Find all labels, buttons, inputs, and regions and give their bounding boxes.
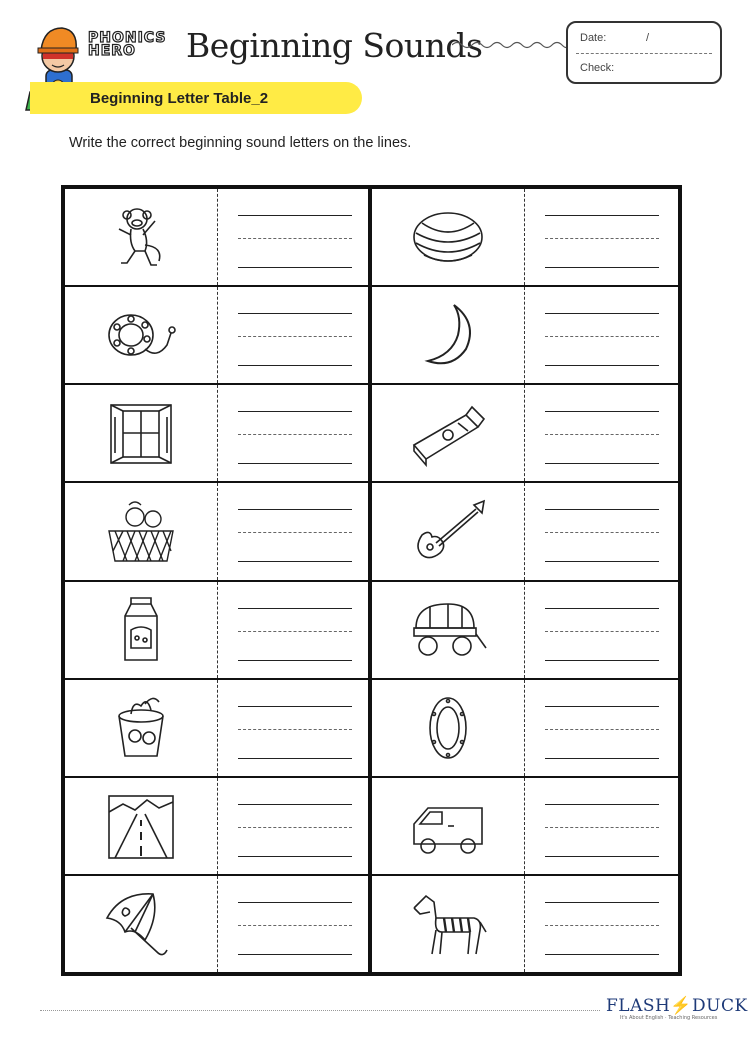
- left-column: [65, 189, 372, 972]
- worksheet-row: [372, 189, 679, 287]
- writing-lines[interactable]: [218, 778, 368, 874]
- guitar-icon: [408, 495, 488, 567]
- worksheet-row: [65, 582, 368, 680]
- milk-icon: [101, 594, 181, 666]
- worksheet-row: [65, 189, 368, 287]
- writing-lines[interactable]: [525, 680, 679, 776]
- net-icon: [101, 495, 181, 567]
- road-icon: [101, 790, 181, 862]
- worksheet-row: [65, 287, 368, 385]
- brand-line-1: PHONICS: [88, 30, 167, 46]
- worksheet-row: [65, 385, 368, 483]
- brand-line-2: HERO: [88, 43, 136, 59]
- writing-lines[interactable]: [218, 483, 368, 579]
- writing-lines[interactable]: [218, 876, 368, 972]
- logo-duck-text: DUCK: [692, 996, 748, 1016]
- check-label: Check:: [580, 62, 615, 74]
- writing-lines[interactable]: [218, 582, 368, 678]
- monkey-icon: [101, 201, 181, 273]
- flash-duck-logo: [606, 996, 748, 1021]
- footer-divider: [40, 1010, 600, 1011]
- wagon-icon: [408, 594, 488, 666]
- writing-lines[interactable]: [218, 385, 368, 481]
- writing-lines[interactable]: [525, 385, 679, 481]
- worksheet-row: [65, 483, 368, 581]
- worksheet-row: [372, 778, 679, 876]
- right-column: [372, 189, 679, 972]
- date-separator: /: [646, 32, 650, 44]
- worksheet-row: [372, 385, 679, 483]
- instruction-text: Write the correct beginning sound letters on the lines.: [69, 135, 412, 151]
- writing-lines[interactable]: [218, 680, 368, 776]
- umbrella-icon: [101, 888, 181, 960]
- window-icon: [101, 397, 181, 469]
- worksheet-row: [372, 876, 679, 972]
- worksheet-row: [372, 483, 679, 581]
- logo-tagline: It's About English · Teaching Resources: [620, 1015, 718, 1021]
- oval-icon: [408, 692, 488, 764]
- moon-icon: [408, 299, 488, 371]
- writing-lines[interactable]: [525, 876, 679, 972]
- yogurt-icon: [101, 692, 181, 764]
- van-icon: [408, 790, 488, 862]
- writing-lines[interactable]: [525, 582, 679, 678]
- worksheet-row: [65, 680, 368, 778]
- gum-icon: [408, 397, 488, 469]
- writing-lines[interactable]: [218, 189, 368, 285]
- date-label: Date:: [580, 32, 607, 44]
- wave-divider-icon: [452, 38, 567, 52]
- page-title: Beginning Sounds: [186, 26, 483, 65]
- writing-lines[interactable]: [525, 778, 679, 874]
- writing-lines[interactable]: [525, 189, 679, 285]
- logo-flash-text: FLASH: [606, 996, 671, 1016]
- lightning-bolt-icon: ⚡: [670, 996, 693, 1016]
- zebra-icon: [408, 888, 488, 960]
- worksheet-row: [65, 778, 368, 876]
- worksheet-row: [372, 582, 679, 680]
- worksheet-table: [61, 185, 682, 976]
- worksheet-row: [372, 287, 679, 385]
- writing-lines[interactable]: [525, 483, 679, 579]
- subtitle: Beginning Letter Table_2: [90, 90, 269, 107]
- phonics-hero-logo: [88, 32, 166, 58]
- subtitle-banner: [30, 82, 362, 114]
- worksheet-row: [372, 680, 679, 778]
- watermelon-icon: [408, 201, 488, 273]
- date-check-box: [566, 21, 722, 84]
- writing-lines[interactable]: [525, 287, 679, 383]
- worksheet-row: [65, 876, 368, 972]
- yo-yo-icon: [101, 299, 181, 371]
- writing-lines[interactable]: [218, 287, 368, 383]
